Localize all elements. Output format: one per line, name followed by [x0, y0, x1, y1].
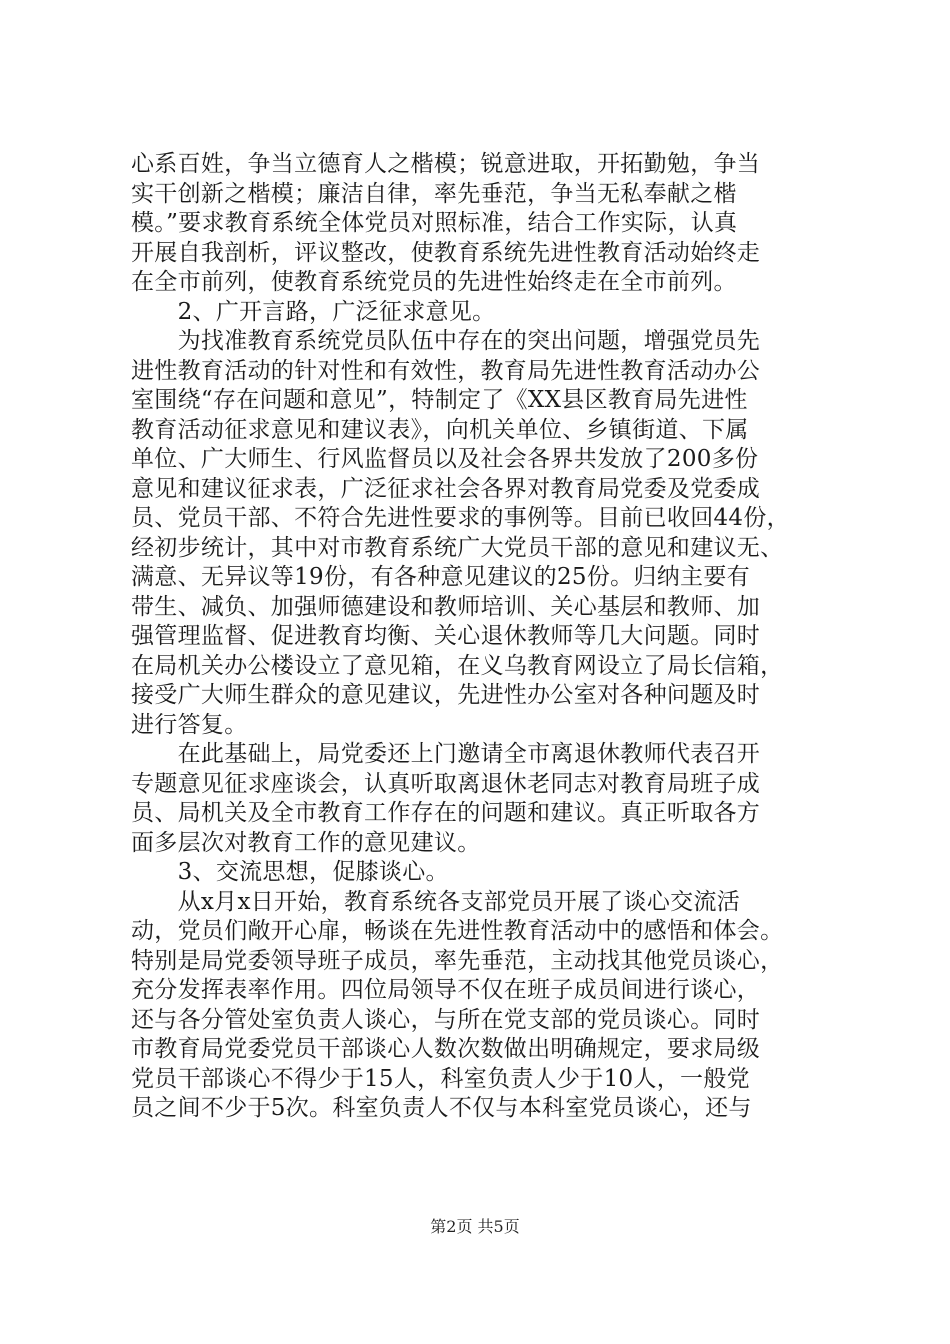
text-line: 市教育局党委党员干部谈心人数次数做出明确规定，要求局级 — [131, 1036, 761, 1062]
text-line: 开展自我剖析，评议整改，使教育系统先进性教育活动始终走 — [131, 239, 761, 266]
text-line: 经初步统计，其中对市教育系统广大党员干部的意见和建议无、 — [131, 534, 784, 561]
text-line: 2、广开言路，广泛征求意见。 — [131, 298, 496, 325]
text-line: 充分发挥表率作用。四位局领导不仅在班子成员间进行谈心， — [131, 977, 761, 1003]
page-footer — [0, 1214, 950, 1237]
text-line: 特别是局党委领导班子成员，率先垂范，主动找其他党员谈心， — [131, 947, 784, 974]
document-body — [131, 150, 831, 1124]
text-line: 单位、广大师生、行风监督员以及社会各界共发放了200多份 — [131, 446, 759, 472]
text-line: 教育活动征求意见和建议表》，向机关单位、乡镇街道、下属 — [131, 416, 749, 443]
text-line: 在此基础上，局党委还上门邀请全市离退休教师代表召开 — [131, 741, 761, 767]
text-line: 在全市前列，使教育系统党员的先进性始终走在全市前列。 — [131, 269, 737, 295]
text-line: 员、局机关及全市教育工作存在的问题和建议。真正听取各方 — [131, 800, 761, 826]
text-line: 面多层次对教育工作的意见建议。 — [131, 829, 481, 856]
text-line: 专题意见征求座谈会，认真听取离退休老同志对教育局班子成 — [131, 770, 761, 797]
page-number-label: 第2页 共5页 — [430, 1217, 520, 1236]
text-line: 满意、无异议等19份，有各种意见建议的25份。归纳主要有 — [131, 564, 750, 590]
text-line: 动，党员们敞开心扉，畅谈在先进性教育活动中的感悟和体会。 — [131, 918, 784, 944]
text-line: 实干创新之楷模；廉洁自律，率先垂范，争当无私奉献之楷 — [131, 180, 737, 207]
text-line: 为找准教育系统党员队伍中存在的突出问题，增强党员先 — [131, 328, 761, 354]
text-line: 进行答复。 — [131, 711, 248, 738]
text-line: 心系百姓，争当立德育人之楷模；锐意进取，开拓勤勉，争当 — [131, 151, 761, 177]
text-line: 从x月x日开始，教育系统各支部党员开展了谈心交流活 — [131, 888, 741, 915]
text-line: 员、党员干部、不符合先进性要求的事例等。目前已收回44份， — [131, 505, 790, 531]
text-line: 模。”要求教育系统全体党员对照标准，结合工作实际，认真 — [131, 210, 738, 236]
text-line: 进性教育活动的针对性和有效性，教育局先进性教育活动办公 — [131, 357, 761, 384]
text-line: 3、交流思想，促膝谈心。 — [131, 859, 449, 885]
text-line: 员之间不少于5次。科室负责人不仅与本科室党员谈心，还与 — [131, 1095, 752, 1121]
text-line: 接受广大师生群众的意见建议，先进性办公室对各种问题及时 — [131, 682, 761, 708]
text-line: 党员干部谈心不得少于15人，科室负责人少于10人，一般党 — [131, 1065, 750, 1092]
text-line: 在局机关办公楼设立了意见箱，在义乌教育网设立了局长信箱， — [131, 652, 784, 679]
text-line: 意见和建议征求表，广泛征求社会各界对教育局党委及党委成 — [131, 475, 761, 502]
text-line: 还与各分管处室负责人谈心，与所在党支部的党员谈心。同时 — [131, 1006, 761, 1033]
text-line: 室围绕“存在问题和意见”，特制定了《XX县区教育局先进性 — [131, 387, 748, 413]
text-line: 强管理监督、促进教育均衡、关心退休教师等几大问题。同时 — [131, 623, 761, 649]
text-line: 带生、减负、加强师德建设和教师培训、关心基层和教师、加 — [131, 593, 761, 620]
